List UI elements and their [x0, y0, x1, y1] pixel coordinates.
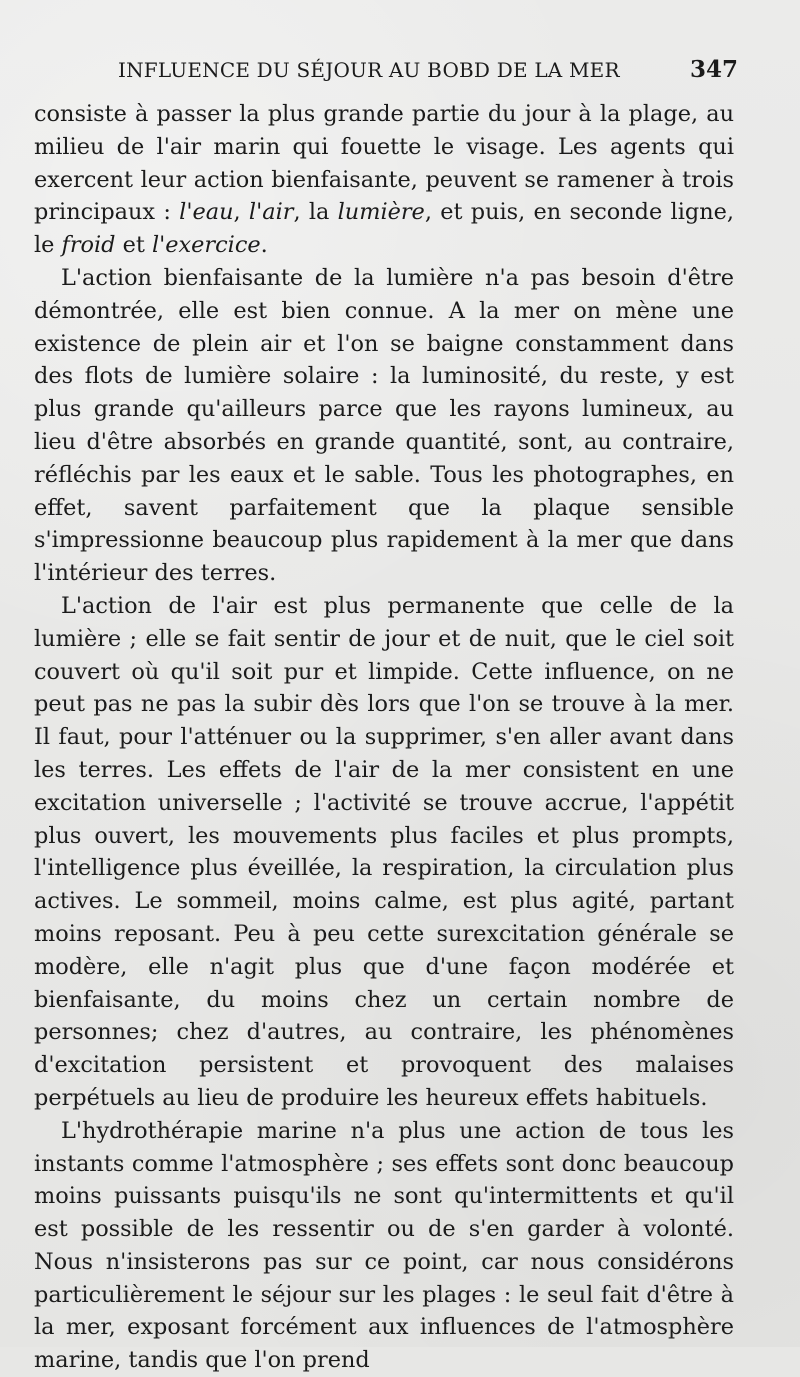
- paragraph-1: [34, 98, 734, 262]
- paragraph-1-separator-1: ,: [233, 199, 249, 226]
- term-exercice: l'exercice: [151, 232, 261, 259]
- paragraph-1-separator-4: et: [115, 232, 152, 259]
- term-air: l'air: [248, 199, 294, 226]
- paragraph-2: L'action bienfaisante de la lumière n'a pas besoin d'être démontrée, elle est bien connue. A la mer on mène une existence de plein air et l'on se baigne constamment dans des flots de lumière solaire : la luminosité, du reste, y est plus grande qu'ailleurs parce que les rayons lumineux, au lieu d'être absorbés en grande quantité, sont, au contraire, réfléchis par les eaux et le sable. Tous les photographes, en effet, savent parfaitement que la plaque sensible s'impressionne beaucoup plus rapidement à la mer que dans l'intérieur des terres.: [34, 264, 734, 587]
- paragraph-1-separator-2: , la: [293, 199, 338, 226]
- paragraph-1-separator-3: , et puis, en seconde ligne, le: [34, 199, 734, 259]
- paragraph-3: L'action de l'air est plus permanente que celle de la lumière ; elle se fait sentir de jour et de nuit, que le ciel soit couvert où qu'il soit pur et limpide. Cette influence, on ne peut pas ne pas la subir dès lors que l'on se trouve à la mer. Il faut, pour l'atténuer ou la supprimer, s'en aller avant dans les terres. Les effets de l'air de la mer consistent en une excitation universelle ; l'activité se trouve accrue, l'appétit plus ouvert, les mouvements plus faciles et plus prompts, l'intelligence plus éveillée, la respiration, la circulation plus actives. Le sommeil, moins calme, est plus agité, partant moins reposant. Peu à peu cette surexcitation générale se modère, elle n'agit plus que d'une façon modérée et bienfaisante, du moins chez un certain nombre de personnes; chez d'autres, au contraire, les phénomènes d'excitation persistent et provoquent des malaises perpétuels au lieu de produire les heureux effets habituels.: [34, 592, 734, 1111]
- term-eau: l'eau: [179, 199, 234, 226]
- term-lumiere: lumière: [337, 199, 425, 226]
- term-froid: froid: [61, 232, 116, 259]
- running-title: INFLUENCE DU SÉJOUR AU BOBD DE LA MER: [118, 58, 620, 82]
- page-body: [34, 98, 734, 1377]
- running-header: [34, 56, 738, 86]
- paragraph-1-end: .: [260, 232, 268, 259]
- paragraph-4: L'hydrothérapie marine n'a plus une action de tous les instants comme l'atmosphère ; ses effets sont donc beaucoup moins puissants puisqu'ils ne sont qu'intermittents et qu'il est possible de les ressentir ou de s'en garder à volonté. Nous n'insisterons pas sur ce point, car nous considérons particulièrement le séjour sur les plages : le seul fait d'être à la mer, exposant forcément aux influences de l'atmosphère marine, tandis que l'on prend: [34, 1117, 734, 1374]
- page-number: 347: [689, 56, 738, 83]
- paragraph-1-intro: consiste à passer la plus grande partie du jour à la plage, au milieu de l'air marin qui fouette le visage. Les agents qui exercent leur action bienfaisante, peuvent se ramener à trois principaux :: [34, 101, 734, 226]
